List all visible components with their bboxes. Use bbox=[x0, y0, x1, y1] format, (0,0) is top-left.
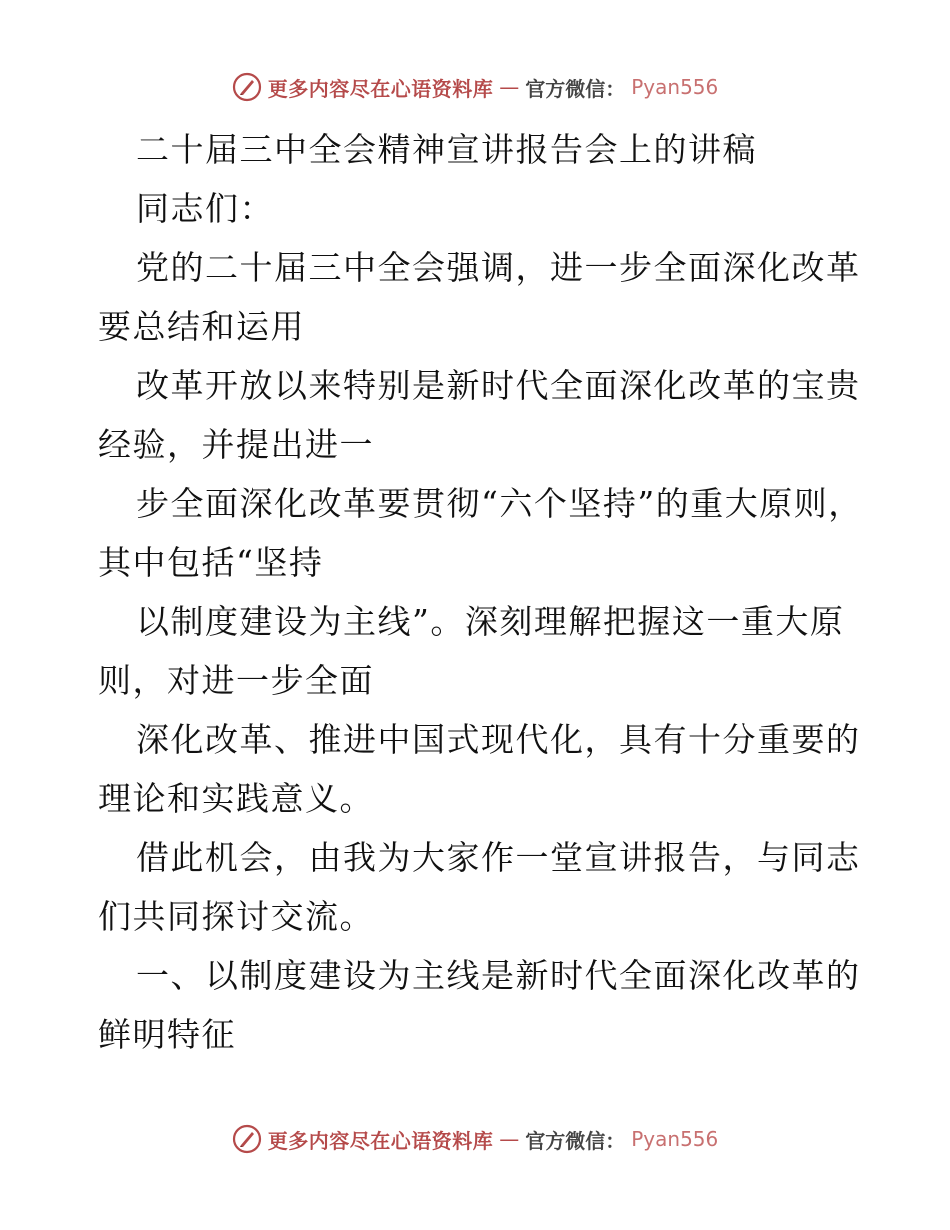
quill-logo-icon bbox=[232, 1124, 262, 1154]
section-heading: 一、以制度建设为主线是新时代全面深化改革的鲜明特征 bbox=[98, 956, 861, 1054]
watermark-dash: — bbox=[499, 75, 520, 99]
document-body bbox=[98, 120, 868, 1064]
watermark-dash: — bbox=[499, 1127, 520, 1151]
document-title: 二十届三中全会精神宣讲报告会上的讲稿 bbox=[136, 130, 757, 169]
footer-watermark bbox=[0, 1124, 950, 1154]
paragraph: 以制度建设为主线”。深刻理解把握这一重大原则，对进一步全面 bbox=[98, 602, 845, 700]
paragraph: 步全面深化改革要贯彻“六个坚持”的重大原则，其中包括“坚持 bbox=[98, 484, 863, 582]
watermark-text: 更多内容尽在心语资料库 bbox=[267, 1128, 494, 1153]
paragraph: 改革开放以来特别是新时代全面深化改革的宝贵经验，并提出进一 bbox=[98, 366, 861, 464]
header-watermark bbox=[0, 72, 950, 102]
watermark-wechat-id: Pyan556 bbox=[631, 75, 719, 99]
watermark-wechat-id: Pyan556 bbox=[631, 1127, 719, 1151]
paragraph: 借此机会，由我为大家作一堂宣讲报告，与同志们共同探讨交流。 bbox=[98, 838, 861, 936]
paragraph: 深化改革、推进中国式现代化，具有十分重要的理论和实践意义。 bbox=[98, 720, 861, 818]
quill-logo-icon bbox=[232, 72, 262, 102]
watermark-label: 官方微信： bbox=[525, 1128, 626, 1153]
salutation: 同志们： bbox=[136, 189, 274, 228]
watermark-label: 官方微信： bbox=[525, 76, 626, 101]
watermark-text: 更多内容尽在心语资料库 bbox=[267, 76, 494, 101]
paragraph: 党的二十届三中全会强调，进一步全面深化改革要总结和运用 bbox=[98, 248, 861, 346]
